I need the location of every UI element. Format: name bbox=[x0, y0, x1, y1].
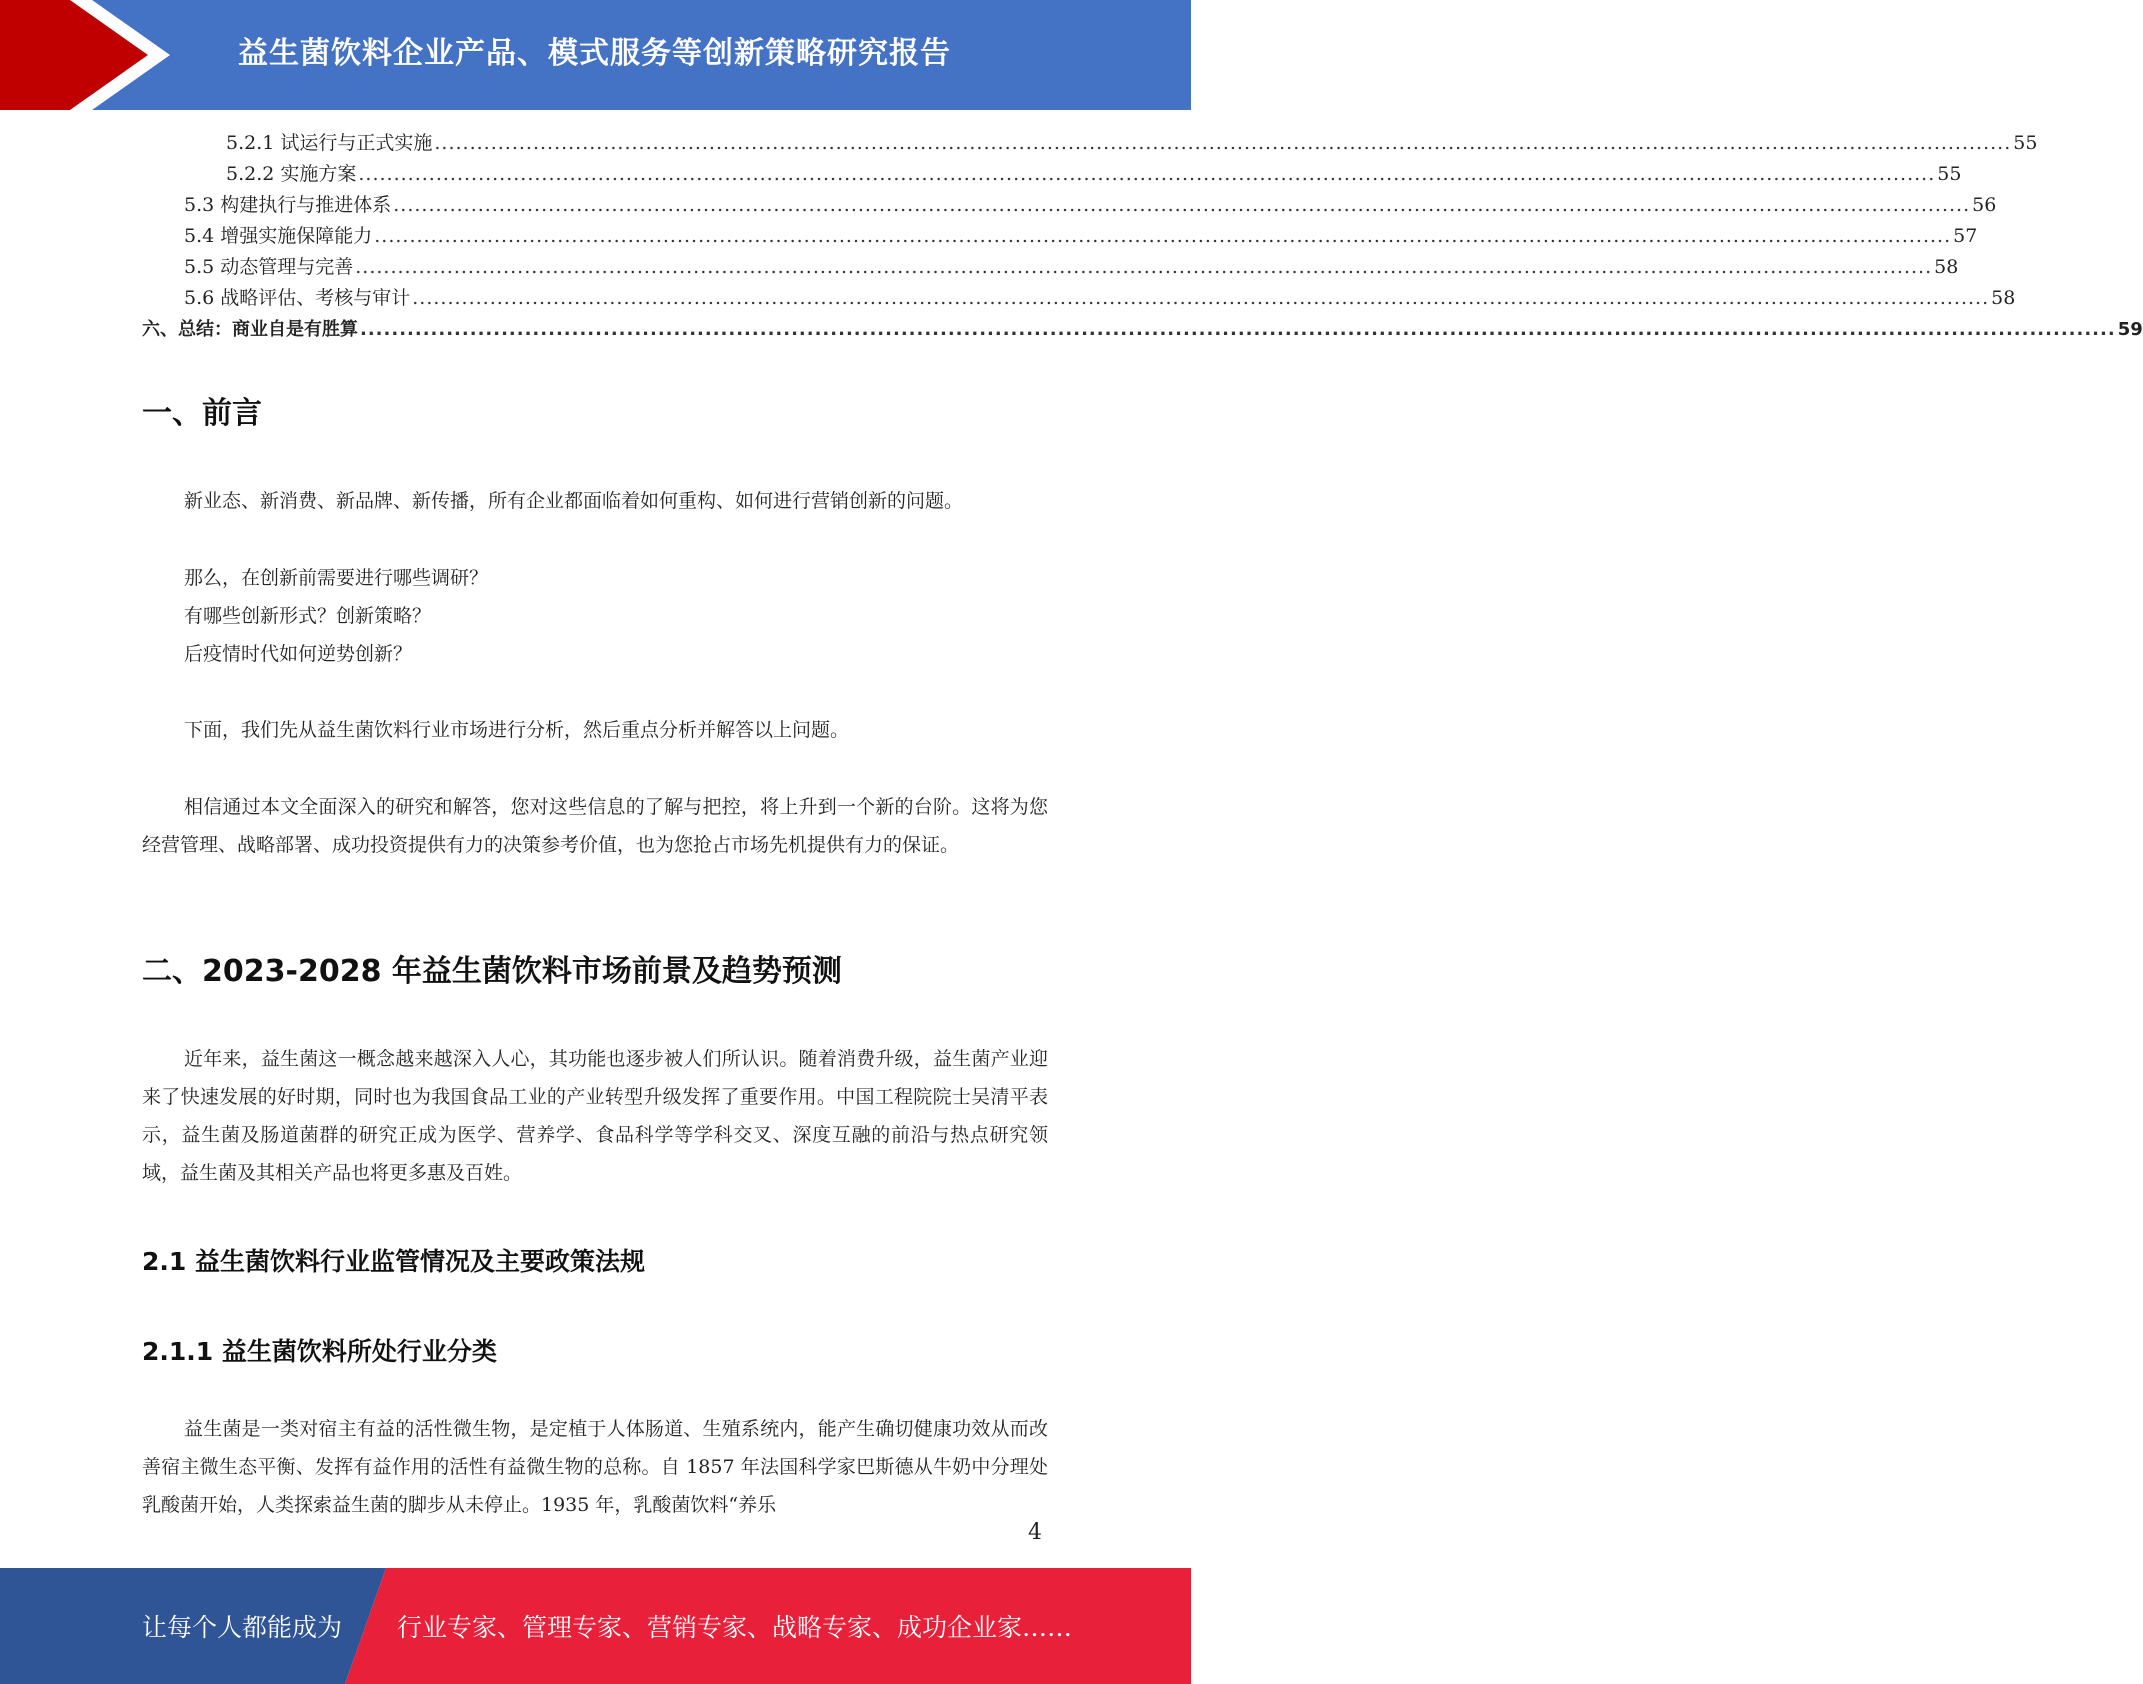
toc-entry-label: 5.4 增强实施保障能力 bbox=[184, 225, 373, 247]
page-number: 4 bbox=[1028, 1520, 1042, 1545]
toc-leader: ................................................................................................................................................................................................................................ bbox=[360, 319, 2116, 340]
toc-entry[interactable] bbox=[142, 283, 2016, 314]
toc-entry-page: 55 bbox=[2013, 132, 2038, 154]
toc-entry[interactable] bbox=[142, 314, 2143, 345]
toc-entry[interactable] bbox=[142, 252, 1959, 283]
toc-entry-page: 57 bbox=[1953, 225, 1978, 247]
toc-entry-page: 59 bbox=[2117, 319, 2143, 340]
toc-entry[interactable] bbox=[142, 159, 1962, 190]
preface-question-2: 有哪些创新形式？创新策略？ bbox=[184, 605, 432, 627]
section-heading-market-outlook: 二、2023-2028 年益生菌饮料市场前景及趋势预测 bbox=[142, 954, 842, 989]
toc-entry-page: 55 bbox=[1937, 163, 1962, 185]
toc-leader: ................................................................................................................................................................................................................................ bbox=[355, 256, 1933, 278]
toc-entry-label: 5.5 动态管理与完善 bbox=[184, 256, 354, 278]
toc-entry-page: 56 bbox=[1972, 194, 1997, 216]
toc-leader: ................................................................................................................................................................................................................................ bbox=[358, 163, 1936, 185]
toc-entry[interactable] bbox=[142, 190, 1997, 221]
preface-question-3: 后疫情时代如何逆势创新？ bbox=[184, 643, 413, 665]
page-footer bbox=[0, 1568, 1191, 1684]
subsection-heading-regulation: 2.1 益生菌饮料行业监管情况及主要政策法规 bbox=[142, 1247, 645, 1276]
toc-entry-page: 58 bbox=[1991, 287, 2016, 309]
toc-entry-label: 六、总结：商业自是有胜算 bbox=[142, 319, 358, 340]
classification-paragraph: 益生菌是一类对宿主有益的活性微生物，是定植于人体肠道、生殖系统内，能产生确切健康功效从而改善宿主微生态平衡、发挥有益作用的活性有益微生物的总称。自 1857 年法国科学家巴斯德从牛奶中分理处乳酸菌开始，人类探索益生菌的脚步从未停止。1935 年，乳酸菌饮料“养乐 bbox=[142, 1418, 1048, 1516]
preface-paragraph-1: 新业态、新消费、新品牌、新传播，所有企业都面临着如何重构、如何进行营销创新的问题。 bbox=[184, 490, 964, 512]
toc-leader: ................................................................................................................................................................................................................................ bbox=[393, 194, 1971, 216]
toc-entry-label: 5.6 战略评估、考核与审计 bbox=[184, 287, 411, 309]
toc-entry-label: 5.2.1 试运行与正式实施 bbox=[226, 132, 433, 154]
subsection-heading-classification: 2.1.1 益生菌饮料所处行业分类 bbox=[142, 1337, 497, 1366]
toc-entry[interactable] bbox=[142, 221, 1978, 252]
toc-leader: ................................................................................................................................................................................................................................ bbox=[374, 225, 1952, 247]
footer-slogan-right: 行业专家、管理专家、营销专家、战略专家、成功企业家…… bbox=[397, 1613, 1073, 1642]
preface-question-1: 那么，在创新前需要进行哪些调研？ bbox=[184, 567, 489, 589]
toc-leader: ................................................................................................................................................................................................................................ bbox=[434, 132, 2012, 154]
footer-slogan-left: 让每个人都能成为 bbox=[142, 1613, 343, 1642]
preface-paragraph-3: 相信通过本文全面深入的研究和解答，您对这些信息的了解与把控，将上升到一个新的台阶。这将为您经营管理、战略部署、成功投资提供有力的决策参考价值，也为您抢占市场先机提供有力的保证。 bbox=[142, 796, 1048, 856]
toc-entry[interactable] bbox=[142, 128, 2038, 159]
preface-paragraph-2: 下面，我们先从益生菌饮料行业市场进行分析，然后重点分析并解答以上问题。 bbox=[184, 719, 850, 741]
toc-entry-label: 5.3 构建执行与推进体系 bbox=[184, 194, 392, 216]
section-heading-preface: 一、前言 bbox=[142, 396, 262, 431]
toc-leader: ................................................................................................................................................................................................................................ bbox=[412, 287, 1990, 309]
toc-entry-label: 5.2.2 实施方案 bbox=[226, 163, 357, 185]
toc-entry-page: 58 bbox=[1934, 256, 1959, 278]
market-paragraph-1: 近年来，益生菌这一概念越来越深入人心，其功能也逐步被人们所认识。随着消费升级，益生菌产业迎来了快速发展的好时期，同时也为我国食品工业的产业转型升级发挥了重要作用。中国工程院院士吴清平表示，益生菌及肠道菌群的研究正成为医学、营养学、食品科学等学科交叉、深度互融的前沿与热点研究领域，益生菌及其相关产品也将更多惠及百姓。 bbox=[142, 1048, 1048, 1184]
table-of-contents bbox=[142, 128, 2143, 345]
page-header bbox=[0, 0, 1191, 110]
report-title: 益生菌饮料企业产品、模式服务等创新策略研究报告 bbox=[238, 36, 951, 71]
